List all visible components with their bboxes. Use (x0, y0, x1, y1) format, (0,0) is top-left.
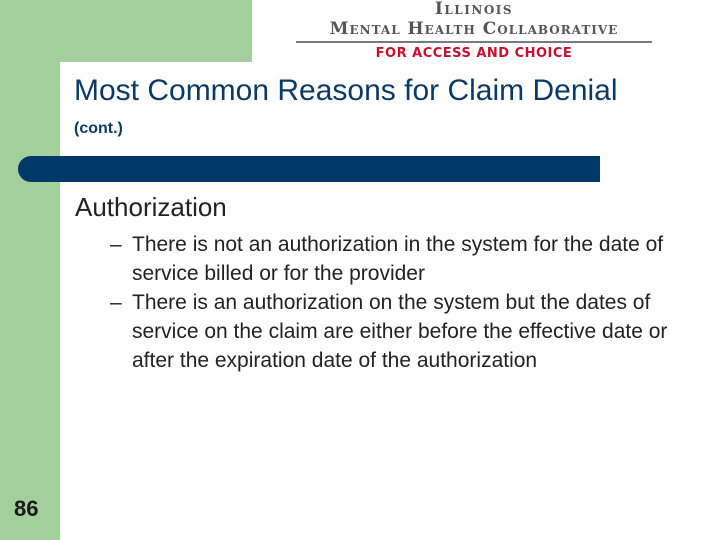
logo-line2: Mental Health Collaborative (329, 19, 619, 39)
bullet-text: There is not an authorization in the system for the date of service billed or for the provider (132, 233, 664, 285)
bullet-list (110, 230, 690, 375)
bullet-marker: – (110, 291, 122, 314)
slide-title (74, 74, 674, 145)
page-number: 86 (14, 496, 39, 521)
logo-tagline: FOR ACCESS AND CHOICE (375, 46, 573, 61)
title-divider-bar (18, 156, 600, 182)
bullet-item (110, 230, 690, 288)
bullet-marker: – (110, 233, 122, 256)
slide-title-suffix: (cont.) (74, 120, 123, 137)
collaborative-logo (296, 0, 652, 62)
green-side-band (0, 0, 60, 540)
section-heading: Authorization (75, 192, 227, 222)
slide-title-main: Most Common Reasons for Claim Denial (74, 74, 618, 107)
logo-line1: Illinois (434, 0, 514, 19)
logo-rule (296, 41, 652, 43)
bullet-item (110, 288, 690, 375)
bullet-text: There is an authorization on the system but the dates of service on the claim are either before the effective date or after the expiration date of the authorization (132, 291, 668, 372)
